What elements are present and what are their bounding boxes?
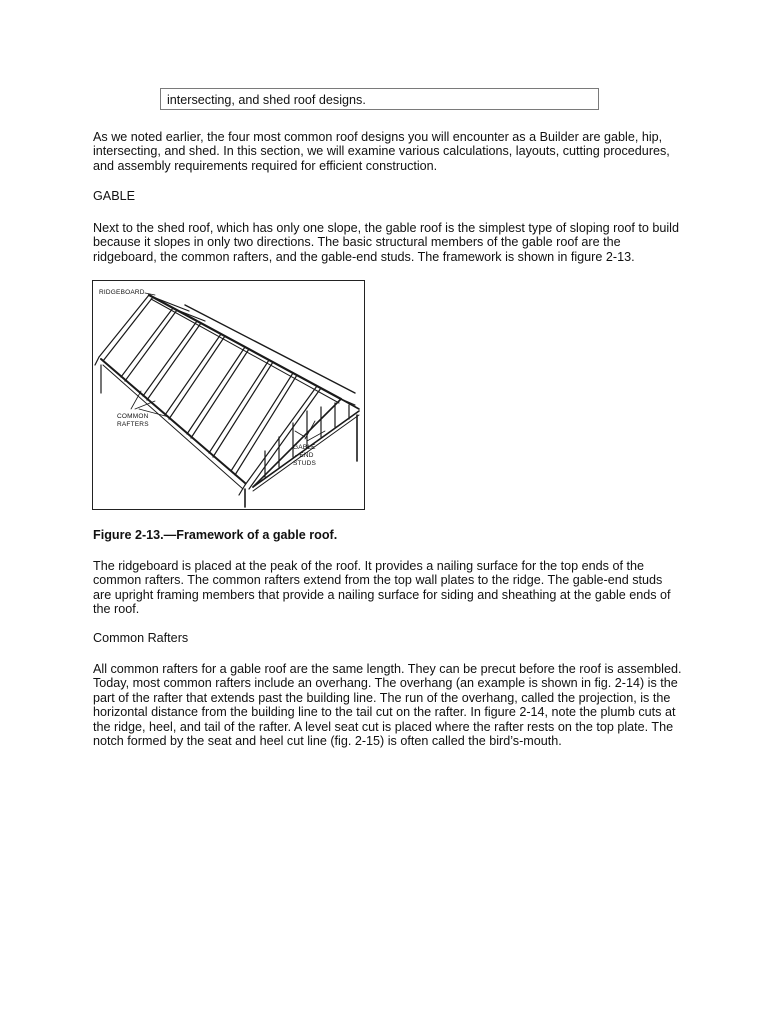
label-ridgeboard: RIDGEBOARD	[99, 289, 145, 296]
gable-roof-framework-drawing	[93, 281, 364, 509]
common-rafters-paragraph: All common rafters for a gable roof are the same length. They can be precut before the roof is assembled. Today, most common rafters include an overhang. The overhang (an example is shown in fig. 2-14) is the part of the rafter that extends past the building line. The run of the overhang, called the projection, is the horizontal distance from the building line to the tail cut on the rafter. In figure 2-14, note the plumb cuts at the ridge, heel, and tail of the rafter. A level seat cut is placed where the rafter rests on the top plate. The notch formed by the seat and heel cut line (fig. 2-15) is often called the bird’s-mouth.	[93, 662, 682, 749]
gable-intro-paragraph: Next to the shed roof, which has only one slope, the gable roof is the simplest type of sloping roof to build because it slopes in only two directions. The basic structural members of the gable roof are the ridgeboard, the common rafters, and the gable-end studs. The framework is shown in figure 2-13.	[93, 221, 679, 264]
figure-caption: Figure 2-13.—Framework of a gable roof.	[93, 528, 338, 542]
label-gable-end-studs-3: STUDS	[293, 460, 317, 467]
ridgeboard-paragraph: The ridgeboard is placed at the peak of the roof. It provides a nailing surface for the top ends of the common rafters. The common rafters extend from the top wall plates to the ridge. The gable-end studs are upright framing members that provide a nailing surface for siding and sheathing at the gable ends of the roof.	[93, 559, 671, 617]
label-gable-end-studs-2: - END	[295, 452, 314, 459]
label-gable-end-studs-1: GABLE	[293, 444, 316, 451]
gable-heading: GABLE	[93, 189, 135, 203]
common-rafters-heading: Common Rafters	[93, 631, 189, 645]
boxed-text: intersecting, and shed roof designs.	[160, 88, 599, 110]
label-common-rafters-1: COMMON	[117, 413, 149, 420]
label-common-rafters-2: RAFTERS	[117, 421, 149, 428]
intro-paragraph: As we noted earlier, the four most common roof designs you will encounter as a Builder are gable, hip, intersecting, and shed. In this section, we will examine various calculations, layouts, cutting procedures, and assembly requirements required for efficient construction.	[93, 130, 670, 173]
gable-roof-figure	[92, 280, 365, 510]
